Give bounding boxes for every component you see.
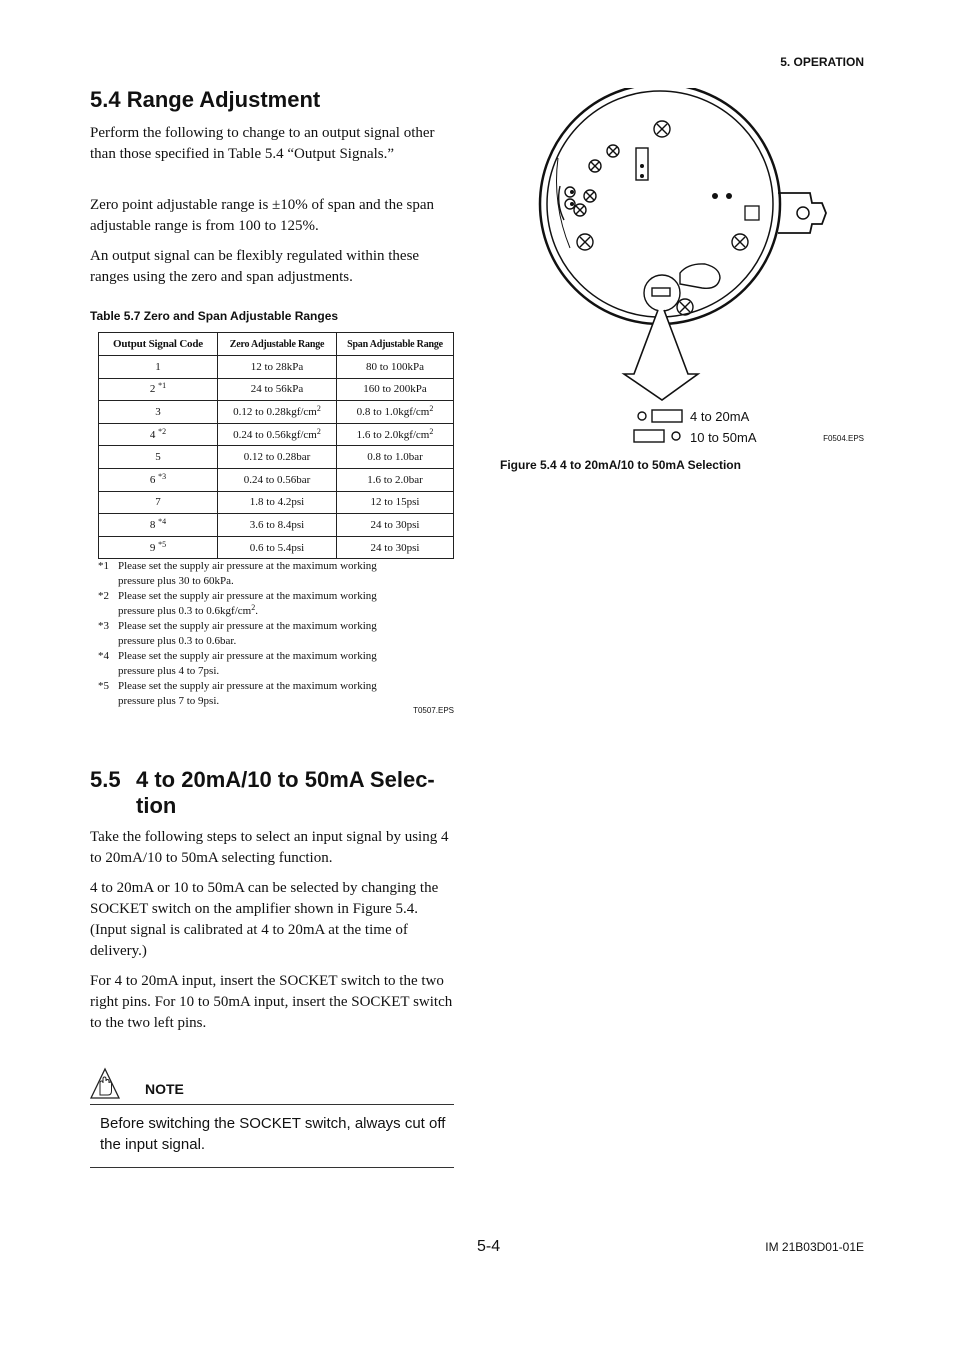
cell-zero-range: 24 to 56kPa — [218, 378, 337, 401]
note-top-rule — [90, 1104, 454, 1105]
column-header: Span Adjustable Range — [337, 333, 454, 356]
footnote-cont: pressure plus 0.3 to $0.6kgf/cm^2$. — [118, 603, 258, 617]
caution-hand-icon — [88, 1066, 122, 1100]
cell-output-signal-code: 4 $^{*2}$ — [99, 423, 218, 446]
legend-label-10-50ma: 10 to 50mA — [690, 430, 757, 445]
table-footnotes — [98, 559, 454, 709]
table-eps-tag: T0507.EPS — [413, 706, 454, 715]
cell-output-signal-code: 1 — [99, 356, 218, 379]
cell-span-range: 160 to 200kPa — [337, 378, 454, 401]
footnote: *3 Please set the supply air pressure at the maximum working — [98, 620, 377, 632]
document-id: IM 21B03D01-01E — [765, 1240, 864, 1254]
cell-span-range: 80 to 100kPa — [337, 356, 454, 379]
paragraph: Take the following steps to select an input signal by using 4 to 20mA/10 to 50mA selecting function. — [90, 829, 449, 866]
paragraph: Perform the following to change to an output signal other than those specified in Table 5.4 “Output Signals.” — [90, 125, 435, 162]
footnote-cont: pressure plus 4 to 7psi. — [118, 665, 220, 677]
figure-eps-tag: F0504.EPS — [823, 434, 864, 443]
range-table — [98, 332, 454, 559]
footnote-cont: pressure plus 0.3 to 0.6bar. — [118, 635, 237, 647]
footnote-cont: pressure plus 30 to 60kPa. — [118, 575, 234, 587]
note-body: Before switching the SOCKET switch, always cut off the input signal. — [100, 1115, 446, 1153]
footnote: *5 Please set the supply air pressure at the maximum working — [98, 680, 377, 692]
table-row — [99, 356, 454, 379]
cell-output-signal-code: 5 — [99, 446, 218, 469]
figure-caption: Figure 5.4 4 to 20mA/10 to 50mA Selection — [500, 458, 741, 472]
table-row — [99, 378, 454, 401]
paragraph: Zero point adjustable range is ±10% of span and the span adjustable range is from 100 to 125%. — [90, 197, 434, 234]
table-row — [99, 536, 454, 559]
table-row — [99, 514, 454, 537]
column-header: Zero Adjustable Range — [218, 333, 337, 356]
footnote: *4 Please set the supply air pressure at the maximum working — [98, 650, 377, 662]
cell-zero-range: 3.6 to 8.4psi — [218, 514, 337, 537]
paragraph: For 4 to 20mA input, insert the SOCKET switch to the two right pins. For 10 to 50mA input, insert the SOCKET switch to the two left pins. — [90, 973, 453, 1031]
page-number: 5-4 — [477, 1238, 501, 1255]
cell-span-range: 1.6 to 2.0bar — [337, 468, 454, 491]
cell-zero-range: 0.12 to 0.28bar — [218, 446, 337, 469]
cell-span-range: 24 to 30psi — [337, 536, 454, 559]
cell-span-range: 24 to 30psi — [337, 514, 454, 537]
column-header: Output Signal Code — [99, 333, 218, 356]
legend-label-4-20ma: 4 to 20mA — [690, 409, 750, 424]
table-row — [99, 468, 454, 491]
section-title-ma-selection: 5.5 4 to 20mA/10 to 50mA Selec- tion — [90, 767, 435, 818]
cell-output-signal-code: 3 — [99, 401, 218, 424]
cell-zero-range: 1.8 to 4.2psi — [218, 491, 337, 514]
table-row — [99, 446, 454, 469]
table-row — [99, 491, 454, 514]
cell-zero-range: 12 to 28kPa — [218, 356, 337, 379]
cell-zero-range: 0.24 to $0.56kgf/cm^2$ — [218, 423, 337, 446]
cell-output-signal-code: 6 $^{*3}$ — [99, 468, 218, 491]
cell-zero-range: 0.24 to 0.56bar — [218, 468, 337, 491]
footnote-cont: pressure plus 7 to 9psi. — [118, 695, 220, 707]
cell-span-range: 0.8 to 1.0bar — [337, 446, 454, 469]
note-bottom-rule — [90, 1167, 454, 1168]
cell-output-signal-code: 9 $^{*5}$ — [99, 536, 218, 559]
footnote: *1 Please set the supply air pressure at the maximum working — [98, 560, 377, 572]
section-title-range-adjustment: 5.4 Range Adjustment — [90, 87, 321, 112]
cell-span-range: 0.8 to $1.0kgf/cm^2$ — [337, 401, 454, 424]
table-header-row — [99, 333, 454, 356]
cell-zero-range: 0.6 to 5.4psi — [218, 536, 337, 559]
cell-output-signal-code: 7 — [99, 491, 218, 514]
cell-output-signal-code: 2 $^{*1}$ — [99, 378, 218, 401]
amplifier-figure — [530, 88, 870, 448]
note-heading: NOTE — [145, 1081, 184, 1097]
cell-span-range: 1.6 to $2.0kgf/cm^2$ — [337, 423, 454, 446]
paragraph: An output signal can be flexibly regulated within these ranges using the zero and span adjustments. — [90, 248, 420, 285]
footnote: *2 Please set the supply air pressure at the maximum working — [98, 590, 377, 602]
cell-span-range: 12 to 15psi — [337, 491, 454, 514]
paragraph: 4 to 20mA or 10 to 50mA can be selected by changing the SOCKET switch on the amplifier shown in Figure 5.4. (Input signal is calibrated at 4 to 20mA at the time of delivery.) — [90, 880, 439, 959]
cell-zero-range: 0.12 to $0.28kgf/cm^2$ — [218, 401, 337, 424]
table-title: Table 5.7 Zero and Span Adjustable Ranges — [90, 309, 339, 323]
table-row — [99, 423, 454, 446]
table-row — [99, 401, 454, 424]
running-header: 5. OPERATION — [780, 55, 864, 69]
cell-output-signal-code: 8 $^{*4}$ — [99, 514, 218, 537]
